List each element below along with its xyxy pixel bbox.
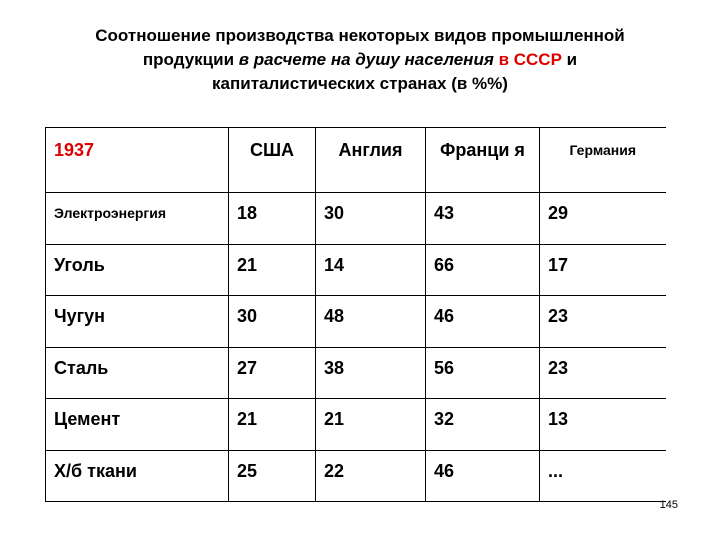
title-line-3: капиталистических странах (в %%) <box>212 74 508 93</box>
cell-usa: 18 <box>229 193 316 245</box>
table-row <box>46 193 666 245</box>
table-header-row <box>46 128 666 193</box>
title-italic-phrase: в расчете на душу населения <box>238 50 494 69</box>
cell-germany: 29 <box>540 193 666 245</box>
table-row <box>46 296 666 348</box>
row-label: Чугун <box>46 296 229 348</box>
row-label: Уголь <box>46 244 229 296</box>
cell-england: 22 <box>316 450 426 502</box>
title-line-2 <box>20 48 700 72</box>
cell-usa: 21 <box>229 244 316 296</box>
title-line-2-end: и <box>561 50 578 69</box>
table-row <box>46 244 666 296</box>
cell-germany: 23 <box>540 296 666 348</box>
table-row <box>46 450 666 502</box>
table-row <box>46 347 666 399</box>
cell-france: 56 <box>426 347 540 399</box>
slide-title <box>20 24 700 96</box>
cell-france: 32 <box>426 399 540 451</box>
production-table <box>45 127 666 502</box>
cell-usa: 30 <box>229 296 316 348</box>
cell-england: 38 <box>316 347 426 399</box>
cell-england: 21 <box>316 399 426 451</box>
title-red-phrase: в СССР <box>493 50 562 69</box>
cell-germany: 17 <box>540 244 666 296</box>
title-line-1: Соотношение производства некоторых видов промышленной <box>95 26 625 45</box>
header-england: Англия <box>316 128 426 193</box>
title-line-2-start: продукции <box>142 50 239 69</box>
cell-england: 48 <box>316 296 426 348</box>
cell-england: 14 <box>316 244 426 296</box>
header-germany: Германия <box>540 128 666 193</box>
cell-france: 46 <box>426 450 540 502</box>
row-label: Электроэнергия <box>46 193 229 245</box>
header-france: Франци я <box>426 128 540 193</box>
cell-england: 30 <box>316 193 426 245</box>
cell-usa: 27 <box>229 347 316 399</box>
cell-germany: 13 <box>540 399 666 451</box>
row-label: Сталь <box>46 347 229 399</box>
cell-usa: 25 <box>229 450 316 502</box>
cell-germany: 23 <box>540 347 666 399</box>
cell-usa: 21 <box>229 399 316 451</box>
row-label: Х/б ткани <box>46 450 229 502</box>
header-year: 1937 <box>46 128 229 193</box>
table-row <box>46 399 666 451</box>
cell-germany: ... <box>540 450 666 502</box>
cell-france: 43 <box>426 193 540 245</box>
cell-france: 66 <box>426 244 540 296</box>
cell-france: 46 <box>426 296 540 348</box>
row-label: Цемент <box>46 399 229 451</box>
page-number: 145 <box>659 499 678 511</box>
header-usa: США <box>229 128 316 193</box>
